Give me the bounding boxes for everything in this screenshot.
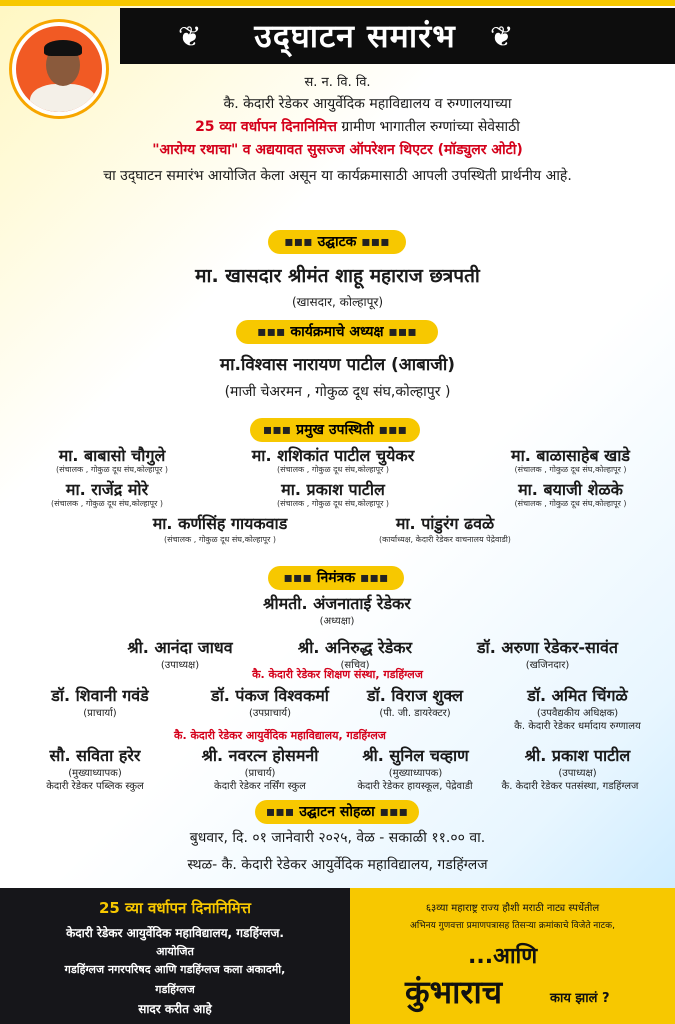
guest-name: मा. प्रकाश पाटील [281, 480, 385, 499]
host-name: डॉ. पंकज विश्वकर्मा [211, 686, 329, 705]
page-title: उद्‌घाटन समारंभ [254, 17, 456, 55]
header-yellow-stripe [0, 0, 675, 6]
host-role: (सचिव) [340, 660, 370, 671]
host-name: श्री. सुनिल चव्हाण [362, 746, 469, 765]
host-role: (पी. जी. डायरेक्टर) [379, 708, 451, 719]
host-org1: कै. केदारी रेडेकर शिक्षण संस्था, गडहिंग्लज [252, 668, 423, 681]
bl-line5: गडहिंग्लज [155, 983, 195, 996]
guest-name: मा. राजेंद्र मोरे [65, 480, 149, 499]
bottom-left-panel [0, 888, 350, 1024]
guest-name: मा. पांडुरंग ढवळे [395, 514, 495, 533]
intro-line3-red: "आरोग्य रथाचा" [152, 142, 239, 158]
host-org: केदारी रेडेकर पब्लिक स्कुल [46, 781, 144, 792]
guest-role: (कार्याध्यक्ष, केदारी रेडेकर वाचनालय पेद्रेवाडी) [379, 535, 511, 544]
host-org2: कै. केदारी रेडेकर आयुर्वेदिक महाविद्यालय, गडहिंग्लज [174, 729, 386, 742]
guest-name: मा. बयाजी शेळके [518, 480, 623, 499]
host-name: सौ. सविता हरेर [49, 746, 141, 765]
host-role: (मुख्याध्यापक) [388, 768, 443, 779]
guest-name: मा. शशिकांत पाटील चुयेकर [251, 446, 415, 465]
guest-role: (संचालक , गोकुळ दूध संघ,कोल्हापूर ) [55, 465, 169, 474]
host-name: डॉ. अरुणा रेडेकर-सावंत [477, 638, 618, 657]
bl-line3: आयोजित [156, 945, 194, 958]
section-inaugurator: ▪▪▪ उद्घाटक ▪▪▪ [268, 230, 406, 254]
bl-line6: सादर करीत आहे [138, 1002, 212, 1016]
ornament-right-icon: ❦ [490, 20, 514, 53]
guest-role: (संचालक , गोकुळ दूध संघ,कोल्हापूर ) [514, 465, 627, 474]
guest-role: (संचालक , गोकुळ दूध संघ,कोल्हापूर ) [276, 499, 390, 508]
host-role: (उपवैद्यकीय अधिक्षक) [536, 708, 619, 719]
bottom-banner [0, 888, 675, 1024]
intro-line4: चा उद्‌घाटन समारंभ आयोजित केला असून या कार्यक्रमासाठी आपली उपस्थिती प्रार्थनीय आहे. [103, 168, 572, 184]
host-org: केदारी रेडेकर हायस्कूल, पेद्रेवाडी [357, 781, 473, 792]
inaugurator-name: मा. खासदार श्रीमंत शाहू महाराज छत्रपती [195, 265, 480, 287]
host-chair-name: श्रीमती. अंजनाताई रेडेकर [263, 594, 411, 613]
intro-line2-red: 25 व्या वर्धापन दिनानिमित्त [195, 119, 337, 135]
br-play-c: काय झालं ? [550, 991, 610, 1006]
host-role: (उपप्राचार्य) [249, 708, 291, 719]
president-role: (माजी चेअरमन , गोकुळ दूध संघ,कोल्हापुर ) [224, 384, 451, 400]
section-chief-guests: ▪▪▪ प्रमुख उपस्थिती ▪▪▪ [250, 418, 420, 442]
host-name: श्री. आनंदा जाधव [127, 638, 233, 657]
intro-line1: कै. केदारी रेडेकर आयुर्वेदिक महाविद्यालय व रुग्णालयाच्या [223, 96, 512, 112]
guest-role: (संचालक , गोकुळ दूध संघ,कोल्हापूर ) [276, 465, 390, 474]
br-line2: अभिनय गुणवत्ता प्रमाणपत्रासह तिसऱ्या क्रमांकाचे विजेते नाटक, [410, 921, 615, 931]
br-line1: ६३व्या महाराष्ट्र राज्य हौशी मराठी नाट्य स्पर्धेतील [425, 903, 600, 914]
guest-name: मा. बाळासाहेब खाडे [511, 446, 630, 465]
host-role: (खजिनदार) [525, 660, 570, 671]
host-role: (उपाध्यक्ष) [558, 768, 597, 779]
bl-line4: गडहिंग्लज नगरपरिषद आणि गडहिंग्लज कला अकादमी, [64, 963, 286, 976]
section-president: ▪▪▪ कार्यक्रमाचे अध्यक्ष ▪▪▪ [236, 320, 438, 344]
section-hosts: ▪▪▪ निमंत्रक ▪▪▪ [268, 566, 404, 590]
guest-name: मा. बाबासो चौगुले [58, 446, 166, 465]
section-ceremony: ▪▪▪ उद्घाटन सोहळा ▪▪▪ [255, 800, 419, 824]
intro-line2 [20, 117, 675, 136]
host-role: (प्राचार्या) [83, 708, 117, 719]
guest-role: (संचालक , गोकुळ दूध संघ,कोल्हापूर ) [163, 535, 277, 544]
host-role: (मुख्याध्यापक) [68, 768, 122, 779]
inaugurator-role: (खासदार, कोल्हापूर) [291, 295, 384, 309]
bl-line2: केदारी रेडेकर आयुर्वेदिक महाविद्यालय, गडहिंग्लज. [66, 926, 284, 940]
host-name: श्री. प्रकाश पाटील [524, 746, 631, 765]
host-name: डॉ. शिवानी गवंडे [51, 686, 149, 705]
host-org: केदारी रेडेकर नर्सिंग स्कुल [214, 781, 306, 792]
bottom-right-panel [350, 888, 675, 1024]
host-org: कै. केदारी रेडेकर पतसंस्था, गडहिंग्लज [501, 781, 639, 792]
intro-line2-rest: ग्रामीण भागातील रुग्णांच्या सेवेसाठी [341, 119, 520, 135]
ceremony-venue: स्थळ- कै. केदारी रेडेकर आयुर्वेदिक महाविद्यालय, गडहिंग्लज [187, 857, 488, 873]
guest-role: (संचालक , गोकुळ दूध संघ,कोल्हापूर ) [50, 499, 164, 508]
host-role: (प्राचार्य) [244, 768, 276, 779]
host-name: श्री. नवरत्न होसमनी [201, 746, 319, 765]
ceremony-datetime: बुधवार, दि. ०१ जानेवारी २०२५, वेळ - सकाळी ११.०० वा. [189, 830, 486, 846]
host-name: डॉ. विराज शुक्ल [367, 686, 463, 705]
host-name: श्री. अनिरुद्ध रेडेकर [297, 638, 413, 657]
intro-line3-rest: व अद्ययावत सुसज्ज ऑपरेशन थिएटर (मॉड्युलर ओटी) [242, 142, 523, 158]
ornament-left-icon: ❦ [178, 20, 202, 53]
guest-name: मा. कर्णसिंह गायकवाड [152, 514, 288, 533]
br-play-a: ...आणि [468, 944, 538, 969]
president-name: मा.विश्वास नारायण पाटील (आबाजी) [219, 355, 456, 375]
intro-line3 [0, 140, 675, 159]
org-short: स. न. वि. वि. [304, 75, 371, 90]
guest-role: (संचालक , गोकुळ दूध संघ,कोल्हापूर ) [514, 499, 627, 508]
host-name: डॉ. अमित चिंगळे [527, 686, 628, 705]
host-chair-role: (अध्यक्षा) [319, 616, 355, 627]
host-org: कै. केदारी रेडेकर धर्मादाय रुग्णालय [514, 721, 641, 732]
br-play-b: कुंभाराच [405, 973, 503, 1011]
bl-line1: 25 व्या वर्धापन दिनानिमित्त [98, 899, 252, 917]
host-role: (उपाध्यक्ष) [160, 660, 200, 671]
